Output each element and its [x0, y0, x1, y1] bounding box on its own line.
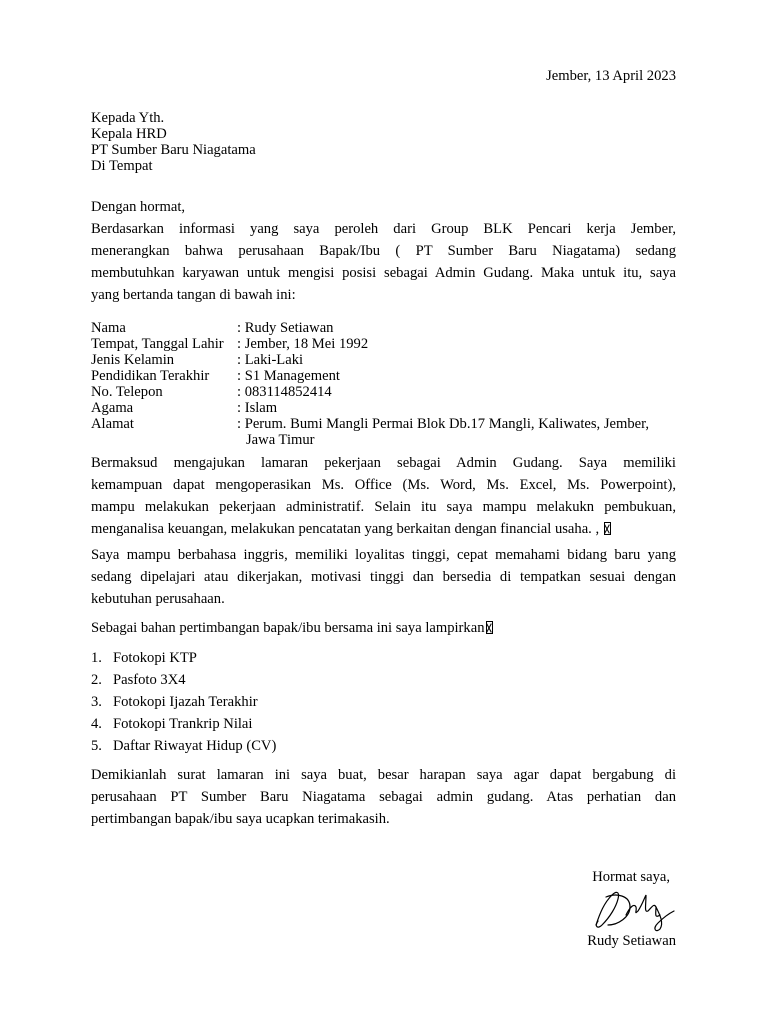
list-item-number: 1. [91, 650, 102, 666]
list-item-text: Fotokopi Trankrip Nilai [113, 716, 253, 732]
info-value-name: : Rudy Setiawan [237, 320, 334, 336]
paragraph-line: Demikianlah surat lamaran ini saya buat, besar harapan saya agar dapat bergabung di [91, 767, 676, 783]
paragraph-line: Bermaksud mengajukan lamaran pekerjaan sebagai Admin Gudang. Saya memiliki [91, 455, 676, 471]
greeting: Dengan hormat, [91, 199, 186, 215]
paragraph-line: menganalisa keuangan, melakukan pencatatan yang berkaitan dengan financial usaha. , [91, 521, 611, 537]
paragraph-line: kemampuan dapat mengoperasikan Ms. Office (Ms. Word, Ms. Excel, Ms. Powerpoint), [91, 477, 676, 493]
info-label-religion: Agama [91, 400, 134, 416]
paragraph-line: kebutuhan perusahaan. [91, 591, 225, 607]
info-value-gender: : Laki-Laki [237, 352, 304, 368]
info-value-address: : Perum. Bumi Mangli Permai Blok Db.17 Mangli, Kaliwates, Jember, [237, 416, 650, 432]
paragraph-line: sedang dipelajari atau dikerjakan, motivasi tinggi dan bersedia di tempatkan sesuai dengan [91, 569, 676, 585]
paragraph-line: pertimbangan bapak/ibu saya ucapkan terimakasih. [91, 811, 390, 827]
signer-name: Rudy Setiawan [587, 933, 676, 949]
recipient-line: Kepada Yth. [91, 110, 165, 126]
list-item-number: 4. [91, 716, 102, 732]
paragraph-line: menerangkan bahwa perusahaan Bapak/Ibu ( PT Sumber Baru Niagatama) sedang [91, 243, 676, 259]
missing-glyph-icon [604, 522, 611, 535]
paragraph-line: membutuhkan karyawan untuk mengisi posisi sebagai Admin Gudang. Maka untuk itu, saya [91, 265, 676, 281]
list-item-number: 5. [91, 738, 102, 754]
paragraph-line: perusahaan PT Sumber Baru Niagatama sebagai admin gudang. Atas perhatian dan [91, 789, 676, 805]
info-label-gender: Jenis Kelamin [91, 352, 175, 368]
paragraph-line: Berdasarkan informasi yang saya peroleh dari Group BLK Pencari kerja Jember, [91, 221, 676, 237]
info-value-religion: : Islam [237, 400, 278, 416]
missing-glyph-icon [486, 621, 493, 634]
info-value-phone: : 083114852414 [237, 384, 332, 400]
list-item-text: Fotokopi KTP [113, 650, 197, 666]
recipient-line: Di Tempat [91, 158, 153, 174]
list-item-number: 3. [91, 694, 102, 710]
attachments-intro: Sebagai bahan pertimbangan bapak/ibu bersama ini saya lampirkan [91, 620, 493, 636]
list-item-text: Pasfoto 3X4 [113, 672, 186, 688]
list-item-number: 2. [91, 672, 102, 688]
info-value-birth: : Jember, 18 Mei 1992 [237, 336, 369, 352]
info-label-address: Alamat [91, 416, 134, 432]
signature-image [590, 885, 680, 933]
info-label-name: Nama [91, 320, 126, 336]
info-value-address-continued: Jawa Timur [246, 432, 315, 448]
info-label-education: Pendidikan Terakhir [91, 368, 210, 384]
list-item-text: Daftar Riwayat Hidup (CV) [113, 738, 277, 754]
paragraph-line: Saya mampu berbahasa inggris, memiliki loyalitas tinggi, cepat memahami bidang baru yang [91, 547, 676, 563]
recipient-line: Kepala HRD [91, 126, 167, 142]
sign-off: Hormat saya, [592, 869, 670, 885]
info-label-phone: No. Telepon [91, 384, 163, 400]
list-item-text: Fotokopi Ijazah Terakhir [113, 694, 258, 710]
paragraph-line: yang bertanda tangan di bawah ini: [91, 287, 296, 303]
recipient-line: PT Sumber Baru Niagatama [91, 142, 256, 158]
info-label-birth: Tempat, Tanggal Lahir [91, 336, 224, 352]
letter-date: Jember, 13 April 2023 [546, 68, 676, 84]
paragraph-line: mampu melakukan pekerjaan administratif. Selain itu saya mampu melakukn pembukuan, [91, 499, 676, 515]
info-value-education: : S1 Management [237, 368, 340, 384]
